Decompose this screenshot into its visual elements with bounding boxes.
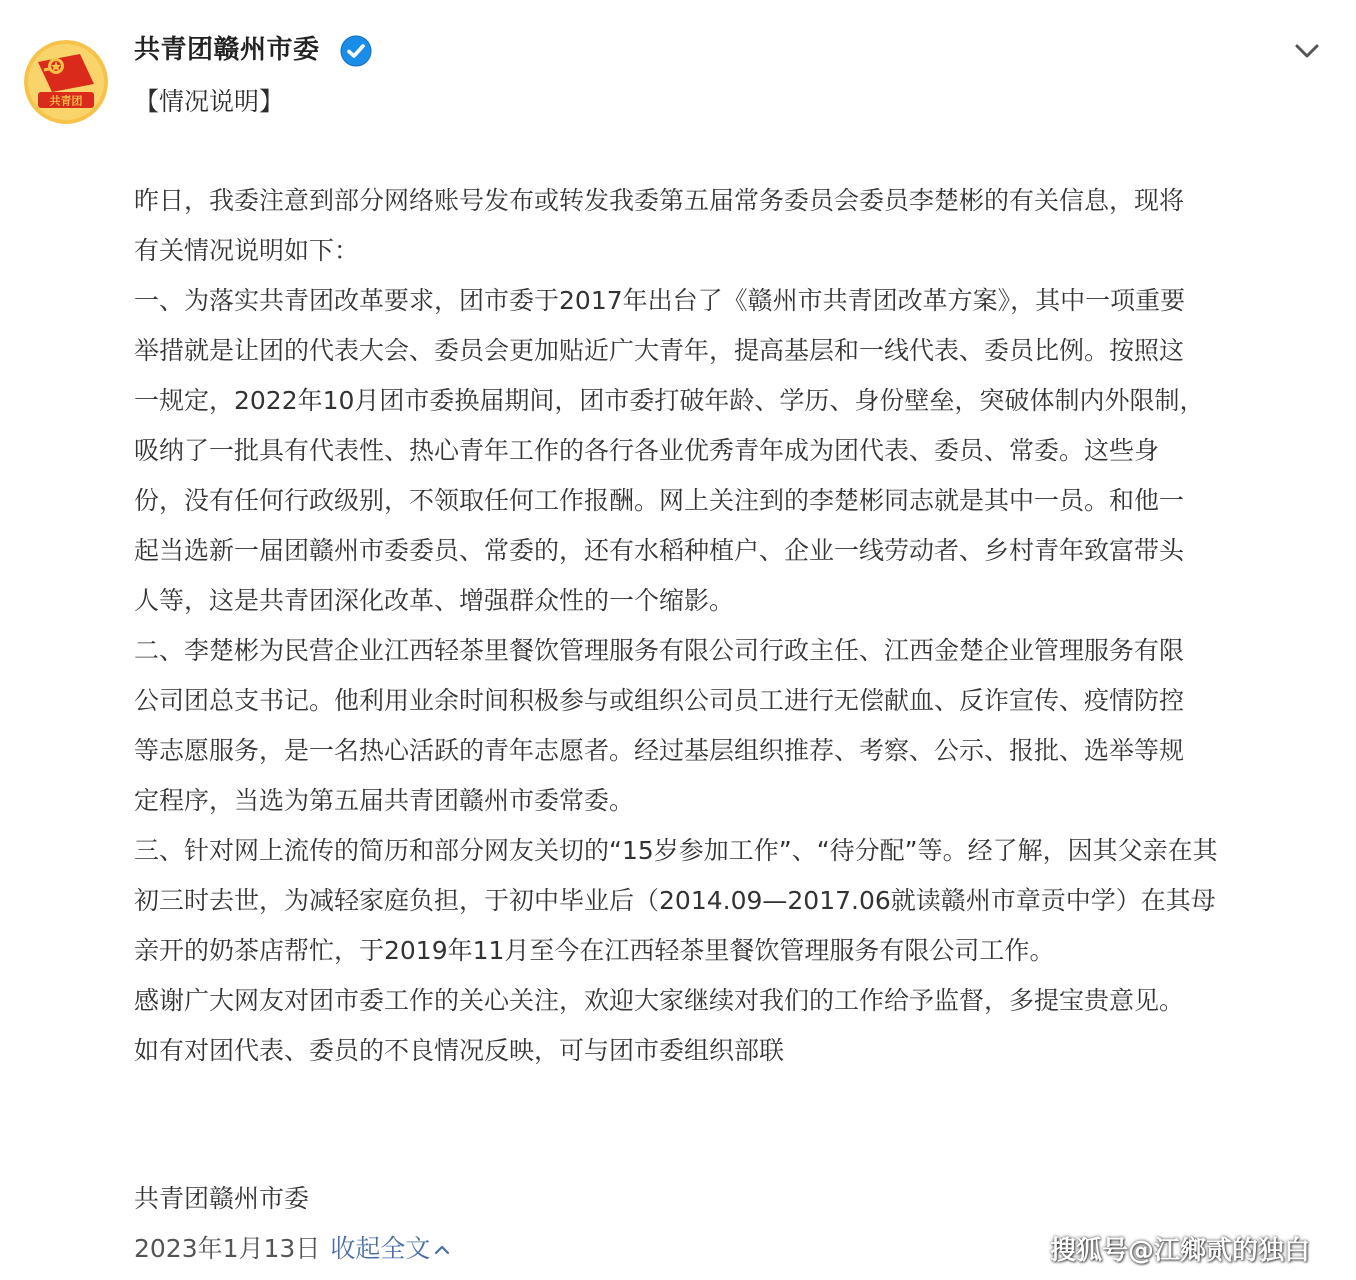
post-body-line: 感谢广大网友对团市委工作的关心关注，欢迎大家继续对我们的工作给予监督，多提宝贵意见。: [134, 986, 1185, 1015]
post-body-line: 公司团总支书记。他利用业余时间积极参与或组织公司员工进行无偿献血、反诈宣传、疫情防控: [134, 686, 1185, 715]
collapse-full-text-link[interactable]: [330, 1234, 452, 1263]
post-heading: 【情况说明】: [134, 87, 285, 116]
post-body-line: 昨日，我委注意到部分网络账号发布或转发我委第五届常务委员会委员李楚彬的有关信息，现将: [134, 186, 1185, 215]
post-body-line: 举措就是让团的代表大会、委员会更加贴近广大青年，提高基层和一线代表、委员比例。按照这: [134, 336, 1185, 365]
post-body-line: 人等，这是共青团深化改革、增强群众性的一个缩影。: [134, 586, 735, 615]
post-date: 2023年1月13日: [134, 1234, 321, 1263]
post-body-line: 有关情况说明如下：: [134, 236, 360, 265]
chevron-down-icon[interactable]: [1290, 34, 1324, 68]
post-body-line: 初三时去世，为减轻家庭负担，于初中毕业后（2014.09—2017.06就读赣州市章贡中学）在其母: [134, 886, 1216, 915]
post-body-line: 定程序，当选为第五届共青团赣州市委常委。: [134, 786, 635, 815]
chevron-up-icon: [432, 1240, 452, 1260]
collapse-link-label: 收起全文: [330, 1234, 431, 1263]
post-body-line: 吸纳了一批具有代表性、热心青年工作的各行各业优秀青年成为团代表、委员、常委。这些身: [134, 436, 1160, 465]
account-name[interactable]: 共青团赣州市委: [134, 35, 320, 65]
youth-league-emblem-icon: [24, 40, 108, 124]
post-footer: [134, 1226, 452, 1272]
post-body-line: 如有对团代表、委员的不良情况反映，可与团市委组织部联: [134, 1036, 785, 1065]
post-body-line: 三、针对网上流传的简历和部分网友关切的“15岁参加工作”、“待分配”等。经了解，因其父亲在其: [134, 836, 1218, 865]
post-signature: 共青团赣州市委: [134, 1184, 310, 1213]
post-body-line: 等志愿服务，是一名热心活跃的青年志愿者。经过基层组织推荐、考察、公示、报批、选举等规: [134, 736, 1185, 765]
source-watermark: 搜狐号@江鄉贰的独白: [1050, 1236, 1311, 1266]
avatar-badge-text: 共青团: [49, 94, 83, 108]
post-body-line: 亲开的奶茶店帮忙，于2019年11月至今在江西轻茶里餐饮管理服务有限公司工作。: [134, 936, 1055, 965]
post-body-line: 起当选新一届团赣州市委委员、常委的，还有水稻种植户、企业一线劳动者、乡村青年致富带头: [134, 536, 1185, 565]
post-body-line: 份，没有任何行政级别，不领取任何工作报酬。网上关注到的李楚彬同志就是其中一员。和他一: [134, 486, 1185, 515]
account-avatar[interactable]: [24, 40, 108, 124]
post-body-line: 一规定，2022年10月团市委换届期间，团市委打破年龄、学历、身份壁垒，突破体制内外限制，: [134, 386, 1205, 415]
post-body: [134, 176, 1324, 1076]
verified-badge-icon: [339, 34, 373, 68]
post-body-line: 二、李楚彬为民营企业江西轻茶里餐饮管理服务有限公司行政主任、江西金楚企业管理服务有限: [134, 636, 1185, 665]
post-body-line: 一、为落实共青团改革要求，团市委于2017年出台了《赣州市共青团改革方案》，其中一项重要: [134, 286, 1186, 315]
